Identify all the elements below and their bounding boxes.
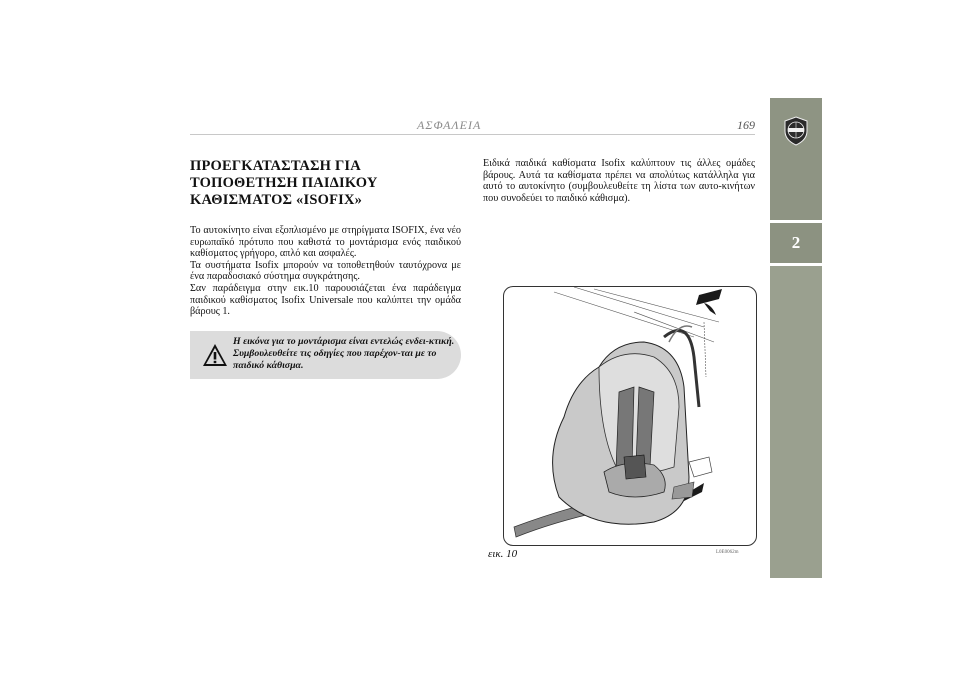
title-line: ΠΡΟΕΓΚΑΤΑΣΤΑΣΗ ΓΙΑ	[190, 158, 361, 174]
paragraph: Σαν παράδειγμα στην εικ.10 παρουσιάζεται ένα παράδειγμα παιδικού καθίσματος Isofix Universale που καλύπτει την ομάδα βάρους 1.	[190, 282, 461, 318]
side-tab-divider	[770, 220, 822, 223]
figure-caption: εικ. 10	[488, 548, 518, 560]
right-column-text: Ειδικά παιδικά καθίσματα Isofix καλύπτουν τις άλλες ομάδες βάρους. Αυτά τα καθίσματα πρέπει να απολύτως κατάλληλα για αυτό το αυτοκίνητο (συμβουλευθείτε τη λίστα των αυτο-κινήτων που συνοδεύει το παιδικό κάθισμα).	[483, 158, 755, 204]
warning-note	[190, 331, 461, 379]
chapter-side-tab	[770, 98, 822, 578]
warning-text: Η εικόνα για το μοντάρισμα είναι εντελώς ενδει-κτική. Συμβουλευθείτε τις οδηγίες που παρέχον-ται με το παιδικό κάθισμα.	[233, 336, 455, 372]
running-header-section: ΑΣΦΑΛΕΙΑ	[417, 118, 482, 132]
paragraph: Το αυτοκίνητο είναι εξοπλισμένο με στηρίγματα ISOFIX, ένα νέο ευρωπαϊκό πρότυπο που καθιστά το μοντάρισμα ενός παιδικού καθίσματος γρήγορο, απλό και ασφαλές.	[190, 225, 461, 260]
body-text	[190, 225, 461, 318]
section-title	[190, 158, 470, 209]
child-seat-drawing	[504, 287, 756, 545]
logo-area	[770, 98, 822, 220]
chapter-number: 2	[770, 223, 822, 263]
title-line: ΚΑΘΙΣΜΑΤΟΣ «ISOFIX»	[190, 192, 363, 208]
figure-code: L0E0062m	[716, 550, 739, 555]
paragraph: Τα συστήματα Isofix μπορούν να τοποθετηθούν ταυτόχρονα με ένα παραδοσιακό σύστημα συγκράτησης.	[190, 259, 461, 283]
header-divider	[190, 134, 755, 135]
lancia-logo-icon	[783, 116, 809, 146]
arrow-icon	[696, 289, 722, 305]
side-tab-divider	[770, 263, 822, 266]
child-seat-illustration	[503, 286, 757, 546]
warning-triangle-icon	[202, 343, 228, 367]
page-number: 169	[737, 118, 755, 132]
title-line: ΤΟΠΟΘΕΤΗΣΗ ΠΑΙΔΙΚΟΥ	[190, 175, 378, 191]
